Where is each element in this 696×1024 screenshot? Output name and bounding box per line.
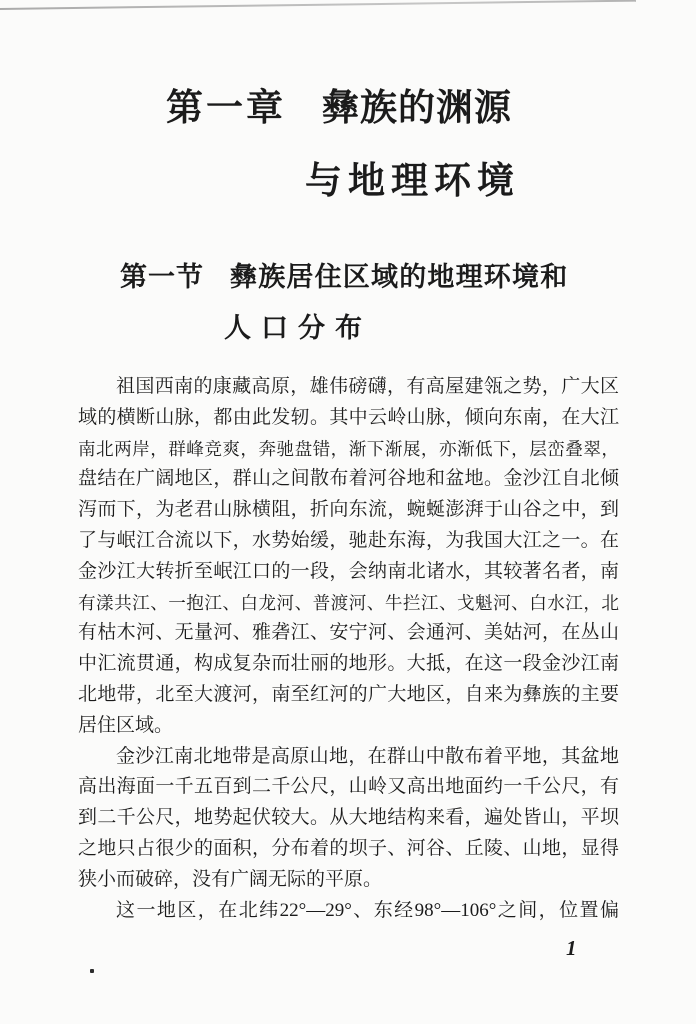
body-text-line: 南北两岸，群峰竞爽，奔驰盘错，渐下渐展，亦渐低下，层峦叠翠， bbox=[78, 438, 619, 459]
body-text-line: 北地带，北至大渡河，南至红河的广大地区，自来为彝族的主要 bbox=[78, 683, 619, 705]
page-number: 1 bbox=[566, 936, 577, 960]
body-text-line: 泻而下，为老君山脉横阻，折向东流，蜿蜒澎湃于山谷之中，到 bbox=[78, 499, 619, 521]
paragraph bbox=[78, 372, 619, 742]
body-text-line: 这一地区，在北纬22°—29°、东经98°—106°之间，位置偏 bbox=[116, 899, 619, 921]
body-text-line: 高出海面一千五百到二千公尺，山岭又高出地面约一千公尺，有 bbox=[78, 776, 619, 798]
body-text-line: 盘结在广阔地区，群山之间散布着河谷地和盆地。金沙江自北倾 bbox=[78, 468, 619, 490]
heading-spacer bbox=[204, 264, 230, 291]
section-title-line1: 彝族居住区域的地理环境和 bbox=[230, 262, 569, 292]
paragraph bbox=[78, 896, 619, 927]
body-text-line: 金沙江南北地带是高原山地，在群山中散布着平地，其盆地 bbox=[116, 745, 619, 767]
chapter-heading bbox=[166, 90, 520, 200]
scan-artifact-line bbox=[0, 0, 636, 10]
body-text-line: 中汇流贯通，构成复杂而壮丽的地形。大抵，在这一段金沙江南 bbox=[78, 653, 619, 675]
section-heading bbox=[120, 264, 568, 342]
body-text-line: 域的横断山脉，都由此发轫。其中云岭山脉，倾向东南，在大江 bbox=[78, 406, 619, 428]
chapter-title-line2: 与地理环境 bbox=[305, 161, 520, 202]
heading-spacer bbox=[286, 90, 322, 127]
body-text-line: 居住区域。 bbox=[78, 714, 174, 736]
scan-speck bbox=[90, 969, 94, 973]
body-text-line: 到二千公尺，地势起伏较大。从大地结构来看，遍处皆山，平坝 bbox=[78, 807, 619, 829]
paragraph bbox=[78, 742, 619, 896]
chapter-title-line1: 彝族的渊源 bbox=[322, 88, 512, 129]
body-text-line: 祖国西南的康藏高原，雄伟磅礴，有高屋建瓴之势，广大区 bbox=[116, 376, 619, 397]
body-text-line: 了与岷江合流以下，水势始缓，驰赴东海，为我国大江之一。在 bbox=[78, 529, 619, 551]
body-text-line: 金沙江大转折至岷江口的一段，会纳南北诸水，其较著名者，南 bbox=[78, 560, 619, 582]
body-text-line: 有漾共江、一抱江、白龙河、普渡河、牛拦江、戈魁河、白水江，北 bbox=[78, 592, 619, 613]
body-text-line: 有枯木河、无量河、雅砻江、安宁河、会通河、美姑河，在丛山 bbox=[78, 622, 619, 644]
chapter-number: 第一章 bbox=[166, 88, 286, 129]
body-text-line: 之地只占很少的面积，分布着的坝子、河谷、丘陵、山地，显得 bbox=[78, 837, 619, 859]
body-text-line: 狭小而破碎，没有广阔无际的平原。 bbox=[78, 868, 383, 890]
section-number: 第一节 bbox=[120, 262, 204, 292]
section-title-line2: 人口分布 bbox=[224, 313, 372, 343]
body-text bbox=[78, 372, 619, 926]
